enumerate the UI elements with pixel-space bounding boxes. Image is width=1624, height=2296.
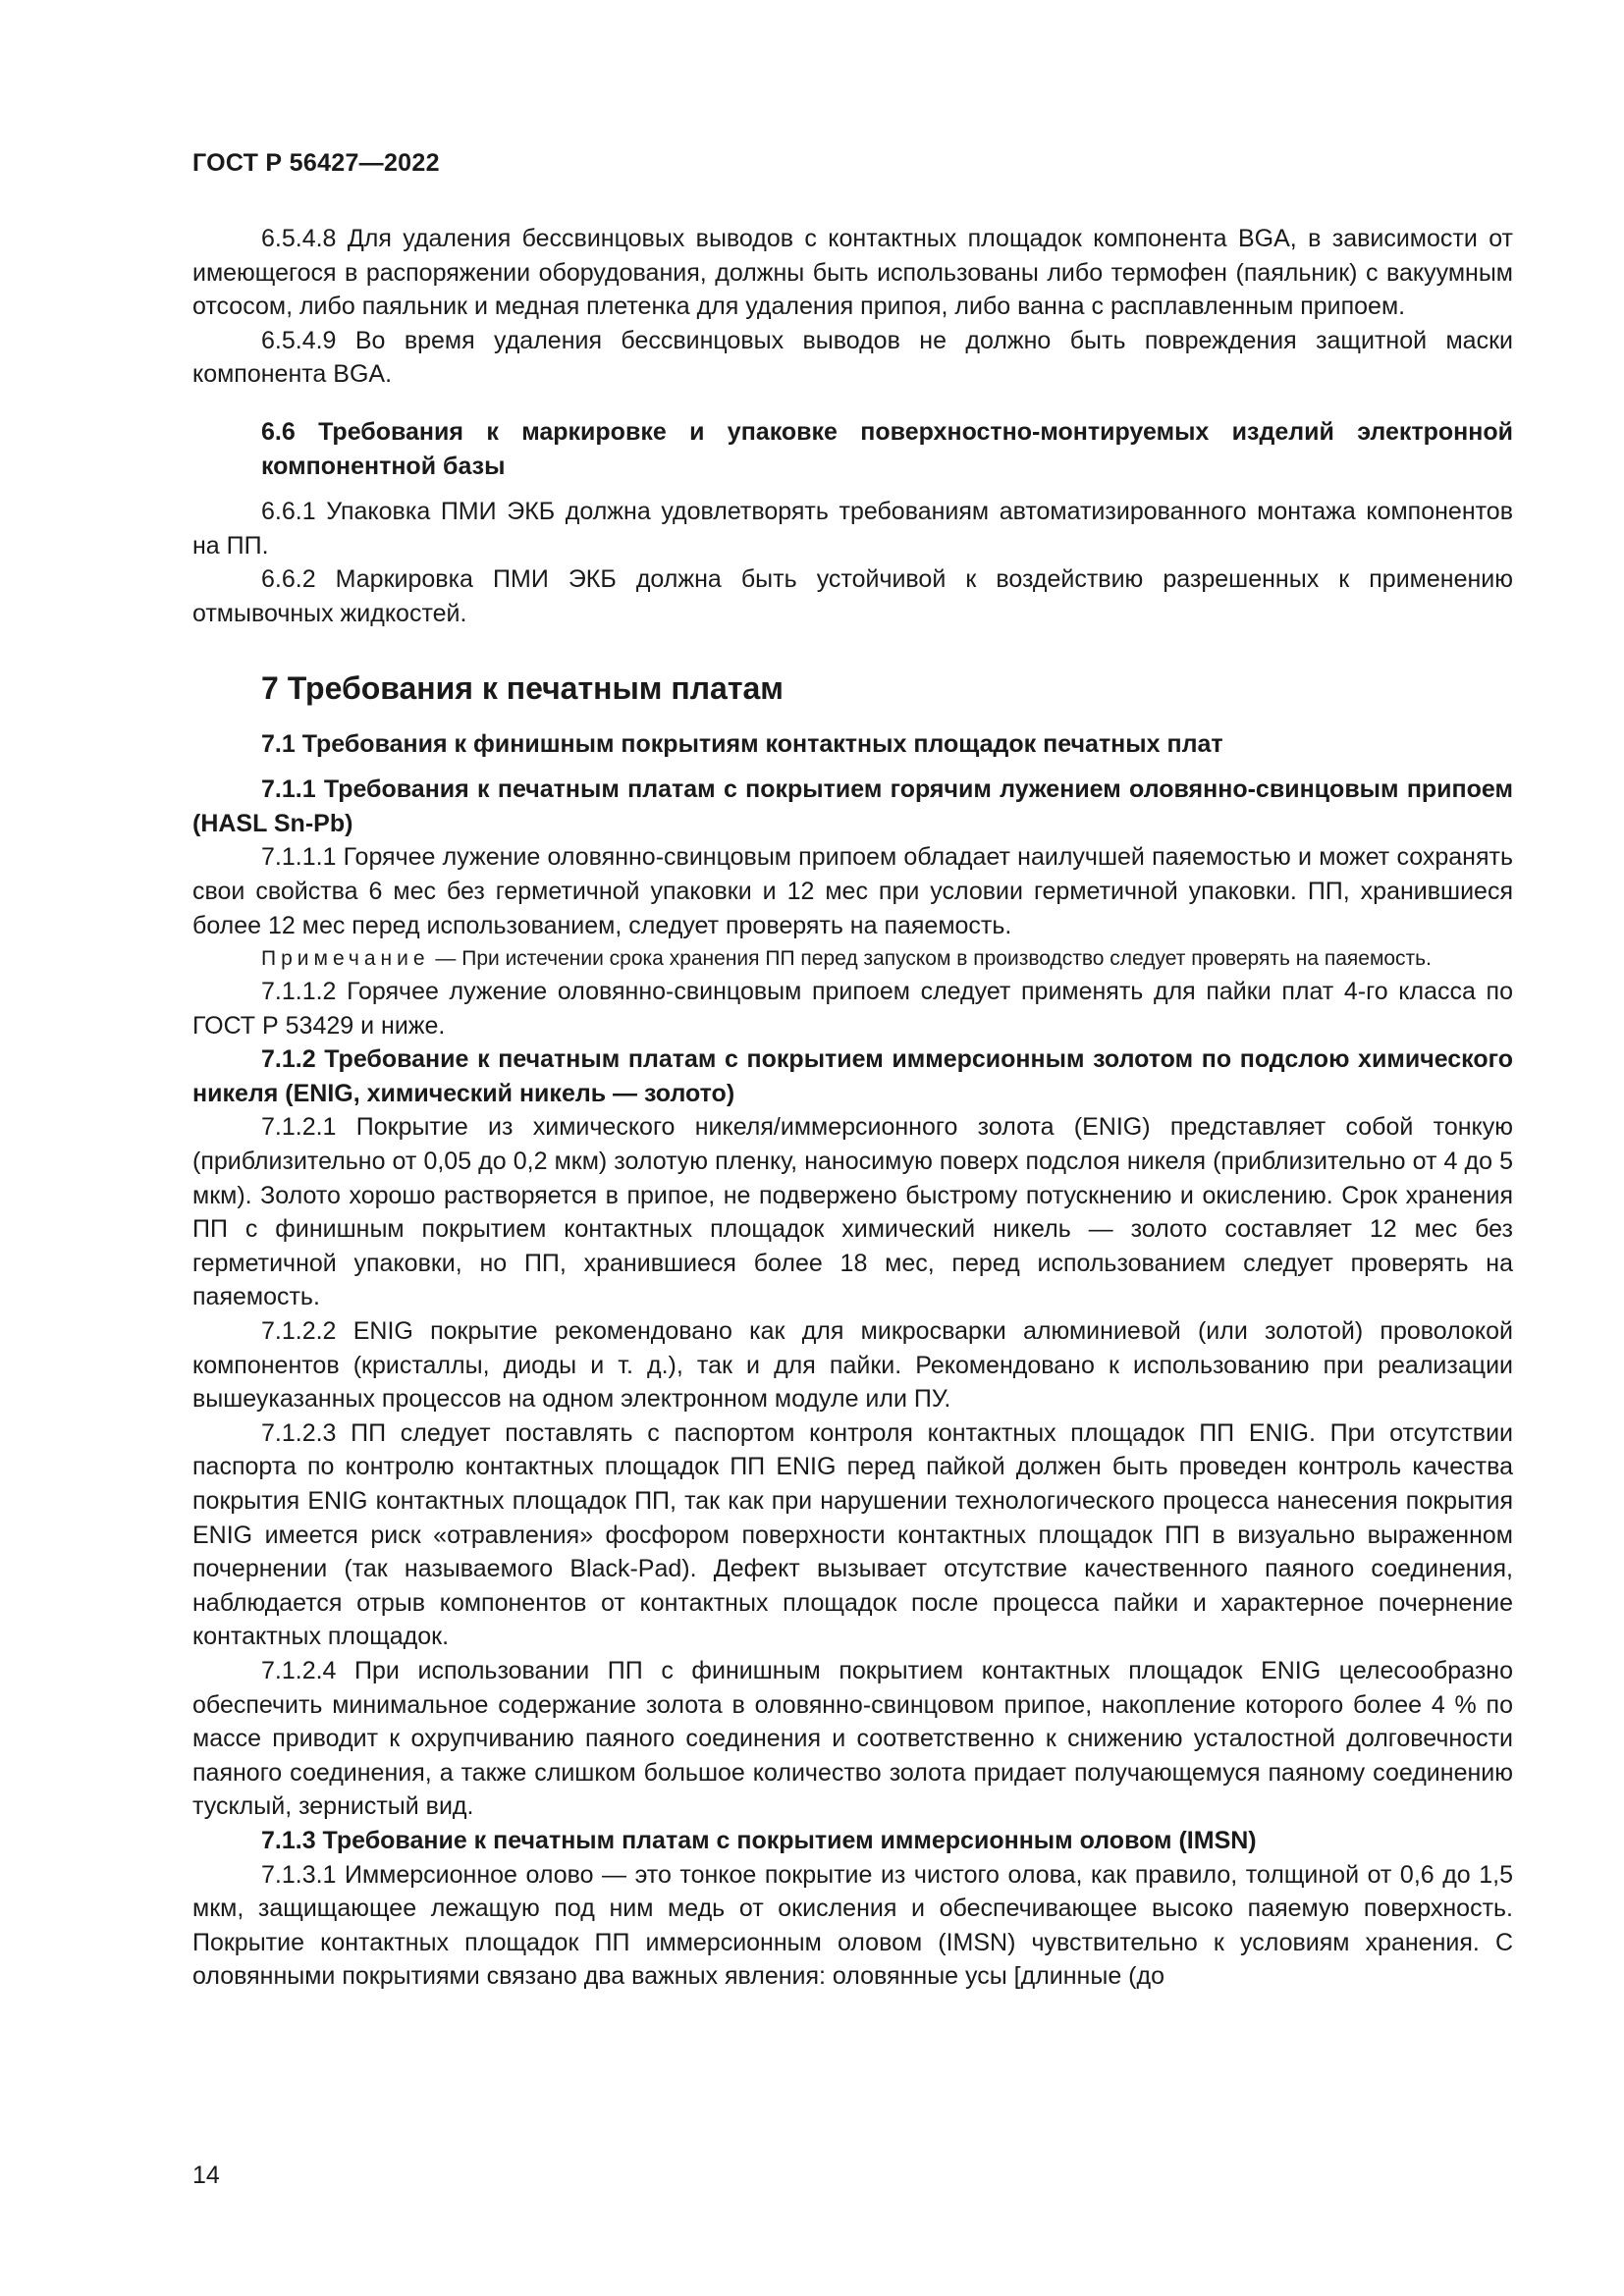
paragraph-7-1-3-1: 7.1.3.1 Иммерсионное олово — это тонкое покрытие из чистого олова, как правило, толщиной от 0,6 до 1,5 мкм, защищающее лежащую под ним медь от окисления и обеспечивающее высоко паяемую поверхность. Покрытие контактных площадок ПП иммерсионным оловом (IMSN) чувствительно к условиям хранения. С оловянными покрытиями связано два важных явления: оловянные усы [длинные (до [192,1860,1513,1991]
note-label: Примечание [261,947,430,971]
paragraph-6-5-4-9: 6.5.4.9 Во время удаления бессвинцовых выводов не должно быть повреждения защитной маски компонента BGA. [192,326,1513,389]
section-heading-7-1-3: 7.1.3 Требование к печатным платам с покрытием иммерсионным оловом (IMSN) [261,1826,1257,1854]
paragraph-6-6-1: 6.6.1 Упаковка ПМИ ЭКБ должна удовлетворять требованиям автоматизированного монтажа компонентов на ПП. [192,498,1513,560]
document-body [192,222,1513,1994]
section-heading-6-6: 6.6 Требования к маркировке и упаковке поверхностно-монтируемых изделий электронной компонентной базы [261,417,1513,480]
page-number: 14 [192,2162,220,2189]
section-heading-7-1: 7.1 Требования к финишным покрытиям контактных площадок печатных плат [261,729,1223,758]
paragraph-7-1-2-1: 7.1.2.1 Покрытие из химического никеля/иммерсионного золота (ENIG) представляет собой тонкую (приблизительно от 0,05 до 0,2 мкм) золотую пленку, наносимую поверх подслоя никеля (приблизительно от 4 до 5 мкм). Золото хорошо растворяется в припое, не подвержено быстрому потускнению и окислению. Срок хранения ПП с финишным покрытием контактных площадок химический никель — золото составляет 12 мес без герметичной упаковки, но ПП, хранившиеся более 18 мес, перед использованием следует проверять на паяемость. [192,1113,1513,1311]
note-text: — При истечении срока хранения ПП перед запуском в производство следует проверять на паяемость. [429,947,1432,971]
document-header: ГОСТ Р 56427—2022 [192,149,440,177]
paragraph-6-5-4-8: 6.5.4.8 Для удаления бессвинцовых выводов с контактных площадок компонента BGA, в зависимости от имеющегося в распоряжении оборудования, должны быть использованы либо термофен (паяльник) с вакуумным отсосом, либо паяльник и медная плетенка для удаления припоя, либо ванна с расплавленным припоем. [192,225,1513,321]
paragraph-7-1-2-4: 7.1.2.4 При использовании ПП с финишным покрытием контактных площадок ENIG целесообразно обеспечить минимальное содержание золота в оловянно-свинцовом припое, накопление которого более 4 % по массе приводит к охрупчиванию паяного соединения и соответственно к снижению усталостной долговечности паяного соединения, а также слишком большое количество золота придает получающемуся паяному соединению тусклый, зернистый вид. [192,1656,1513,1821]
section-heading-7-1-1: 7.1.1 Требования к печатным платам с покрытием горячим лужением оловянно-свинцовым припоем (HASL Sn-Pb) [192,775,1513,837]
paragraph-7-1-1-1: 7.1.1.1 Горячее лужение оловянно-свинцовым припоем обладает наилучшей паяемостью и может сохранять свои свойства 6 мес без герметичной упаковки и 12 мес при условии герметичной упаковки. ПП, хранившиеся более 12 мес перед использованием, следует проверять на паяемость. [192,843,1513,939]
paragraph-7-1-2-3: 7.1.2.3 ПП следует поставлять с паспортом контроля контактных площадок ПП ENIG. При отсутствии паспорта по контролю контактных площадок ПП ENIG перед пайкой должен быть проведен контроль качества покрытия ENIG контактных площадок ПП, так как при нарушении технологического процесса нанесения покрытия ENIG имеется риск «отравления» фосфором поверхности контактных площадок ПП в визуально выраженном почернении (так называемого Black-Pad). Дефект вызывает отсутствие качественного паяного соединения, наблюдается отрыв компонентов от контактных площадок после процесса пайки и характерное почернение контактных площадок. [192,1418,1513,1651]
paragraph-6-6-2: 6.6.2 Маркировка ПМИ ЭКБ должна быть устойчивой к воздействию разрешенных к применению отмывочных жидкостей. [192,565,1513,627]
paragraph-7-1-2-2: 7.1.2.2 ENIG покрытие рекомендовано как для микросварки алюминиевой (или золотой) проволокой компонентов (кристаллы, диоды и т. д.), так и для пайки. Рекомендовано к использованию при реализации вышеуказанных процессов на одном электронном модуле или ПУ. [192,1317,1513,1414]
section-heading-7-1-2: 7.1.2 Требование к печатным платам с покрытием иммерсионным золотом по подслою химического никеля (ENIG, химический никель — золото) [192,1045,1513,1107]
paragraph-7-1-1-2: 7.1.1.2 Горячее лужение оловянно-свинцовым припоем следует применять для пайки плат 4-го класса по ГОСТ Р 53429 и ниже. [192,978,1513,1040]
note [192,942,1513,975]
section-heading-7: 7 Требования к печатным платам [261,669,784,706]
